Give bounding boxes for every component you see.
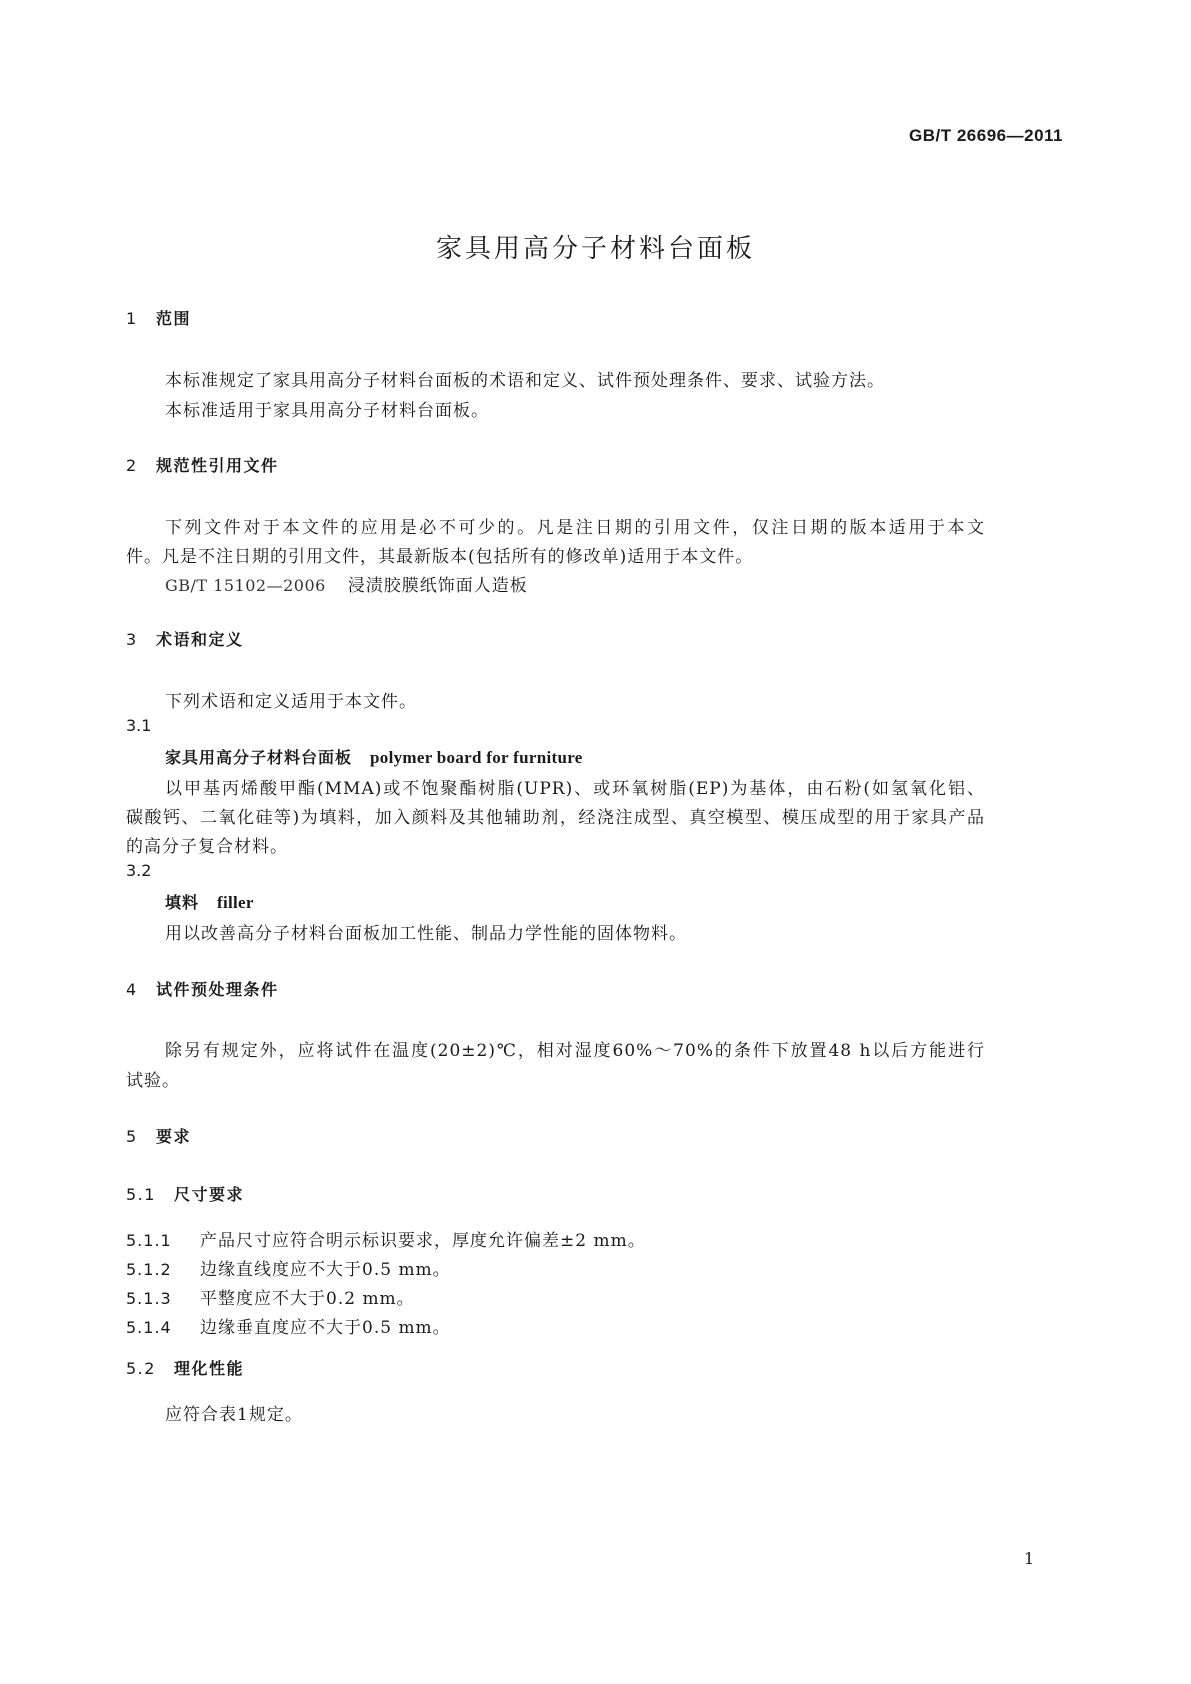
section-number: 2 [126,456,138,475]
subsection-title: 理化性能 [174,1359,245,1378]
section-title: 范围 [156,309,192,328]
term-en: polymer board for furniture [370,748,583,767]
subsection-5-1-heading [126,1182,244,1205]
definition: 用以改善高分子材料台面板加工性能、制品力学性能的固体物料。 [165,924,687,944]
item-text: 边缘垂直度应不大于0.5 mm。 [200,1318,451,1338]
term-entry [165,745,583,768]
item-text: 边缘直线度应不大于0.5 mm。 [200,1260,451,1280]
page-number: 1 [1024,1549,1035,1568]
item-number: 5.1.4 [126,1318,172,1337]
section-4-heading [126,977,279,1000]
term-number: 3.2 [126,861,152,880]
paragraph: 本标准规定了家具用高分子材料台面板的术语和定义、试件预处理条件、要求、试验方法。 [165,371,885,391]
term-en: filler [217,893,254,912]
definition-line: 的高分子复合材料。 [126,837,288,857]
normative-reference [165,571,528,596]
paragraph: 下列术语和定义适用于本文件。 [165,692,417,712]
section-number: 3 [126,630,138,649]
term-zh: 家具用高分子材料台面板 [165,748,353,767]
paragraph-line: 件。凡是不注日期的引用文件，其最新版本(包括所有的修改单)适用于本文件。 [126,547,754,567]
reference-title: 浸渍胶膜纸饰面人造板 [347,576,528,596]
reference-code: GB/T 15102—2006 [165,576,326,595]
section-3-heading [126,627,244,650]
requirement-item [126,1313,451,1338]
section-title: 术语和定义 [156,630,244,649]
item-text: 平整度应不大于0.2 mm。 [200,1289,415,1309]
item-number: 5.1.2 [126,1260,172,1279]
item-number: 5.1.1 [126,1231,172,1250]
section-number: 1 [126,309,138,328]
paragraph: 应符合表1规定。 [165,1405,303,1425]
subsection-number: 5.2 [126,1359,156,1378]
subsection-number: 5.1 [126,1185,156,1204]
document-title: 家具用高分子材料台面板 [435,234,755,264]
item-text: 产品尺寸应符合明示标识要求，厚度允许偏差±2 mm。 [200,1231,646,1251]
term-zh: 填料 [165,893,200,912]
item-number: 5.1.3 [126,1289,172,1308]
definition-line: 以甲基丙烯酸甲酯(MMA)或不饱聚酯树脂(UPR)、或环氧树脂(EP)为基体，由石粉(如氢氧化铝、 [165,779,985,799]
section-title: 规范性引用文件 [156,456,279,475]
paragraph-line: 试验。 [126,1071,180,1091]
paragraph: 本标准适用于家具用高分子材料台面板。 [165,401,489,421]
paragraph-line: 下列文件对于本文件的应用是必不可少的。凡是注日期的引用文件，仅注日期的版本适用于本文 [165,518,985,538]
section-number: 4 [126,980,138,999]
section-title: 试件预处理条件 [156,980,279,999]
requirement-item [126,1255,451,1280]
section-title: 要求 [156,1127,192,1146]
paragraph-line: 除另有规定外，应将试件在温度(20±2)℃，相对湿度60%～70%的条件下放置48 h以后方能进行 [165,1041,985,1061]
section-number: 5 [126,1127,138,1146]
subsection-5-2-heading [126,1356,244,1379]
requirement-item [126,1226,646,1251]
subsection-title: 尺寸要求 [174,1185,245,1204]
section-2-heading [126,453,279,476]
term-entry [165,890,254,913]
standard-code: GB/T 26696—2011 [909,126,1063,145]
section-1-heading [126,306,191,329]
definition-line: 碳酸钙、二氧化硅等)为填料，加入颜料及其他辅助剂，经浇注成型、真空模型、模压成型的用于家具产品 [126,808,985,828]
section-5-heading [126,1124,191,1147]
term-number: 3.1 [126,716,152,735]
requirement-item [126,1284,415,1309]
